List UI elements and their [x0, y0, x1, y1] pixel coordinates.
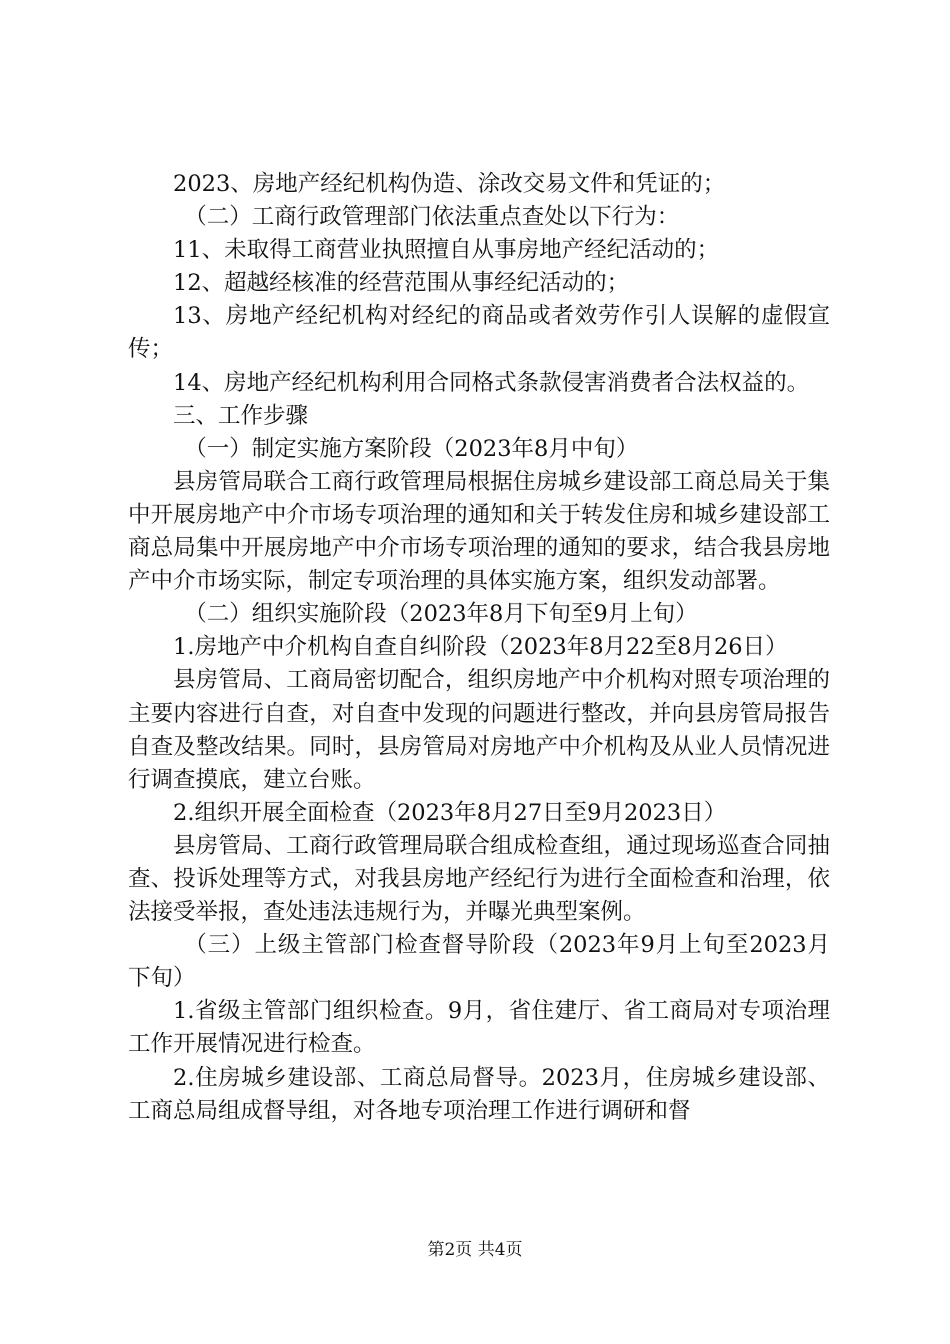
paragraph: 1.省级主管部门组织检查。9月，省住建厅、省工商局对专项治理工作开展情况进行检查。 [128, 998, 830, 1058]
section-heading: 三、工作步骤 [173, 402, 309, 429]
paragraph: 县房管局、工商局密切配合，组织房地产中介机构对照专项治理的主要内容进行自查，对自查中发现的问题进行整改，并向县房管局报告自查及整改结果。同时，县房管局对房地产中介机构及从业人员情况进行调查摸底，建立台账。 [128, 667, 830, 793]
paragraph: 2.组织开展全面检查（2023年8月27日至9月2023日） [173, 799, 727, 826]
paragraph: 2023、房地产经纪机构伪造、涂改交易文件和凭证的； [173, 171, 726, 197]
section-heading: （二）工商行政管理部门依法重点查处以下行为： [184, 204, 680, 231]
section-heading: （一）制定实施方案阶段（2023年8月中旬） [184, 435, 639, 462]
paragraph: 11、未取得工商营业执照擅自从事房地产经纪活动的； [173, 237, 720, 264]
paragraph: 2.住房城乡建设部、工商总局督导。2023月，住房城乡建设部、工商总局组成督导组，对各地专项治理工作进行调研和督 [128, 1064, 830, 1124]
paragraph: 县房管局、工商行政管理局联合组成检查组，通过现场巡查合同抽查、投诉处理等方式，对我县房地产经纪行为进行全面检查和治理，依法接受举报，查处违法违规行为，并曝光典型案例。 [128, 832, 830, 926]
paragraph: 13、房地产经纪机构对经纪的商品或者效劳作引人误解的虚假宣传； [128, 303, 830, 363]
section-heading: （三）上级主管部门检查督导阶段（2023年9月上旬至2023月下旬） [128, 932, 830, 992]
section-heading: （二）组织实施阶段（2023年8月下旬至9月上旬） [184, 601, 698, 628]
paragraph: 14、房地产经纪机构利用合同格式条款侵害消费者合法权益的。 [173, 369, 810, 396]
paragraph: 1.房地产中介机构自查自纠阶段（2023年8月22至8月26日） [173, 634, 788, 661]
document-body [128, 168, 830, 1128]
paragraph: 12、超越经核准的经营范围从事经纪活动的； [173, 270, 630, 297]
paragraph: 县房管局联合工商行政管理局根据住房城乡建设部工商总局关于集中开展房地产中介市场专项治理的通知和关于转发住房和城乡建设部工商总局集中开展房地产中介市场专项治理的通知的要求，结合我县房地产中介市场实际，制定专项治理的具体实施方案，组织发动部署。 [128, 468, 830, 595]
page-number-footer: 第2页 共4页 [427, 1240, 523, 1260]
